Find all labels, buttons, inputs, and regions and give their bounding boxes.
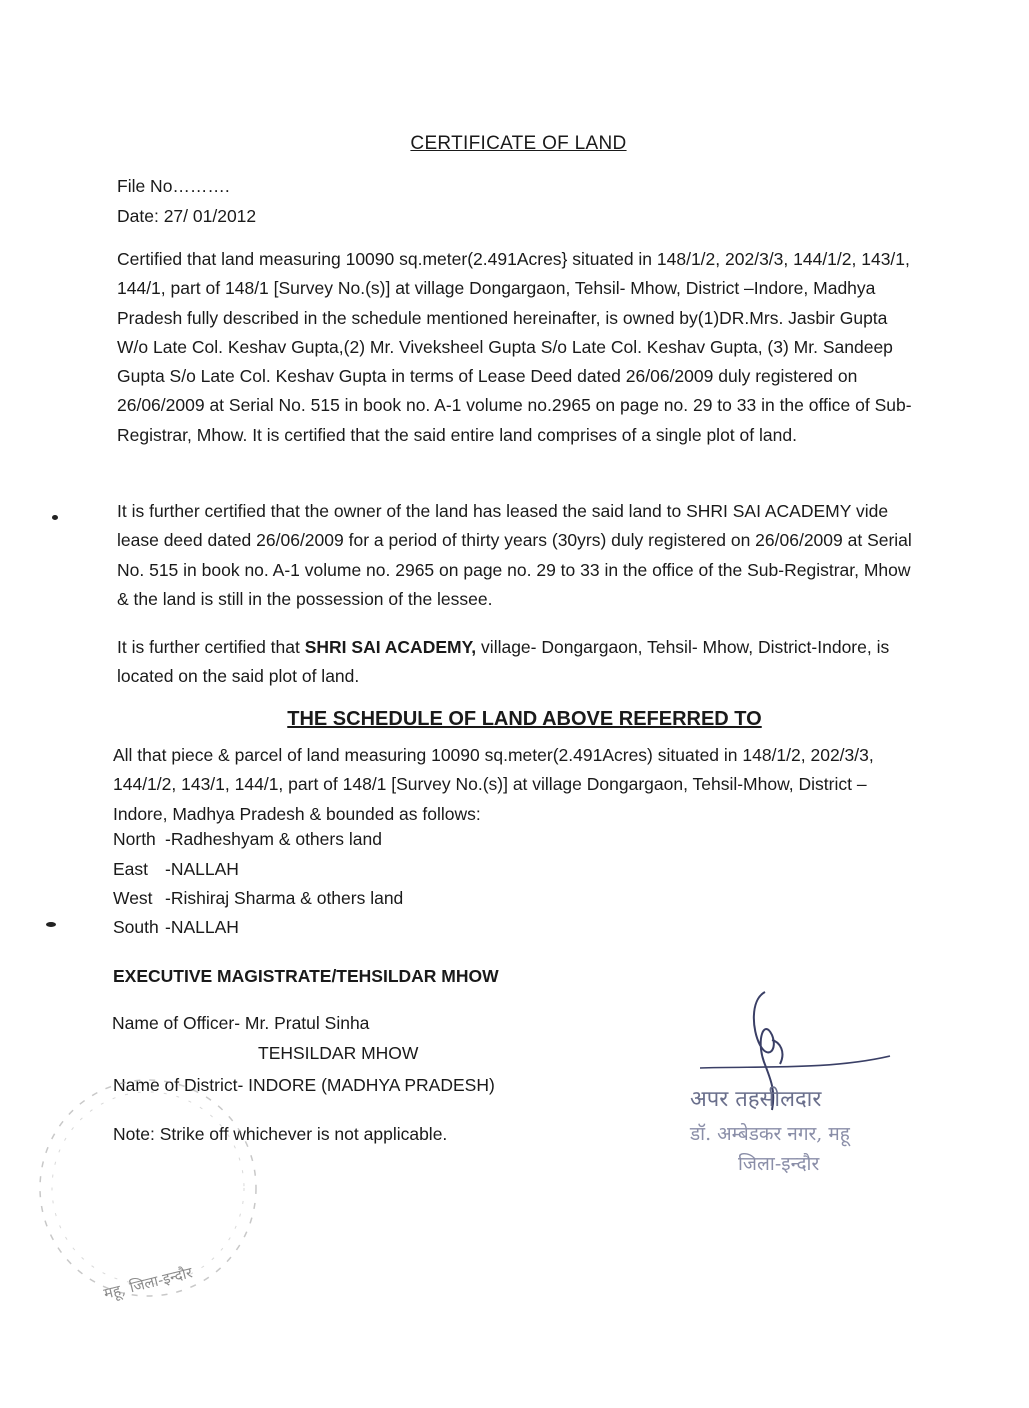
boundary-direction: West bbox=[113, 888, 153, 908]
paragraph-3-lead: It is further certified that bbox=[117, 637, 305, 657]
note-text: Note: Strike off whichever is not applicable. bbox=[113, 1124, 448, 1144]
officer-title: TEHSILDAR MHOW bbox=[258, 1043, 419, 1063]
boundary-north bbox=[113, 829, 382, 850]
boundary-text: -NALLAH bbox=[165, 917, 239, 937]
seal-right-line3: जिला-इन्दौर bbox=[738, 1153, 820, 1175]
schedule-text: All that piece & parcel of land measuring 10090 sq.meter(2.491Acres) situated in 148/1/2, 202/3/3, 144/1/2, 143/1, 144/1, part of 148/1 [Survey No.(s)] at village Dongargaon, Tehsil-Mhow, District –Indore, Madhya Pradesh & bounded as follows: bbox=[113, 745, 874, 824]
district-name: Name of District- INDORE (MADHYA PRADESH) bbox=[113, 1075, 495, 1095]
executive-magistrate-heading: EXECUTIVE MAGISTRATE/TEHSILDAR MHOW bbox=[113, 966, 499, 986]
boundary-direction: South bbox=[113, 917, 159, 937]
schedule-paragraph bbox=[113, 741, 918, 829]
certification-paragraph-1 bbox=[117, 245, 922, 450]
paragraph-1-text: Certified that land measuring 10090 sq.meter(2.491Acres} situated in 148/1/2, 202/3/3, 144/1/2, 143/1, 144/1, part of 148/1 [Survey No.(s)] at village Dongargaon, Tehsil- Mhow, District –Indore, Madhya Pradesh fully described in the schedule mentioned hereinafter, is owned by(1)DR.Mrs. Jasbir Gupta W/o Late Col. Keshav Gupta,(2) Mr. Viveksheel Gupta S/o Late Col. Keshav Gupta, (3) Mr. Sandeep Gupta S/o Late Col. Keshav Gupta in terms of Lease Deed dated 26/06/2009 duly registered on 26/06/2009 at Serial No. 515 in book no. A-1 volume no.2965 on page no. 29 to 33 in the office of Sub-Registrar, Mhow. It is certified that the said entire land comprises of a single plot of land. bbox=[117, 249, 912, 445]
boundary-text: -NALLAH bbox=[165, 859, 239, 879]
boundary-text: -Rishiraj Sharma & others land bbox=[165, 888, 404, 908]
boundary-east bbox=[113, 859, 239, 880]
boundary-direction: East bbox=[113, 859, 149, 879]
boundary-west bbox=[113, 888, 403, 909]
tehsildar-signature-stamp bbox=[660, 980, 920, 1195]
boundary-text: -Radheshyam & others land bbox=[165, 829, 382, 849]
seal-circle-icon bbox=[30, 1060, 280, 1310]
document-title: CERTIFICATE OF LAND bbox=[410, 133, 627, 154]
signature-icon bbox=[660, 980, 920, 1190]
certification-paragraph-2 bbox=[117, 497, 922, 614]
office-seal-stamp bbox=[30, 1060, 280, 1315]
paragraph-3-rest: village- Dongargaon, Tehsil- Mhow, District-Indore, is located on the said plot of land. bbox=[117, 637, 890, 687]
seal-left-text: महू, जिला-इन्दौर bbox=[101, 1263, 195, 1303]
academy-name: SHRI SAI ACADEMY, bbox=[304, 637, 477, 657]
seal-right-line1: अपर तहसीलदार bbox=[690, 1087, 822, 1112]
officer-name: Name of Officer- Mr. Pratul Sinha bbox=[112, 1013, 370, 1033]
scan-speck bbox=[52, 515, 58, 520]
schedule-heading: THE SCHEDULE OF LAND ABOVE REFERRED TO bbox=[287, 708, 762, 730]
document-date: Date: 27/ 01/2012 bbox=[117, 206, 257, 226]
paragraph-2-text: It is further certified that the owner of the land has leased the said land to SHRI SAI ACADEMY vide lease deed dated 26/06/2009 for a period of thirty years (30yrs) duly registered on 26/06/2009 at Serial No. 515 in book no. A-1 volume no. 2965 on page no. 29 to 33 in the office of the Sub-Registrar, Mhow & the land is still in the possession of the lessee. bbox=[117, 501, 912, 609]
file-number: File No………. bbox=[117, 176, 230, 196]
scan-speck bbox=[46, 922, 56, 927]
certification-paragraph-3 bbox=[117, 633, 922, 692]
boundary-direction: North bbox=[113, 829, 156, 849]
seal-right-line2: डॉ. अम्बेडकर नगर, महू bbox=[690, 1123, 850, 1145]
boundary-south bbox=[113, 917, 239, 938]
